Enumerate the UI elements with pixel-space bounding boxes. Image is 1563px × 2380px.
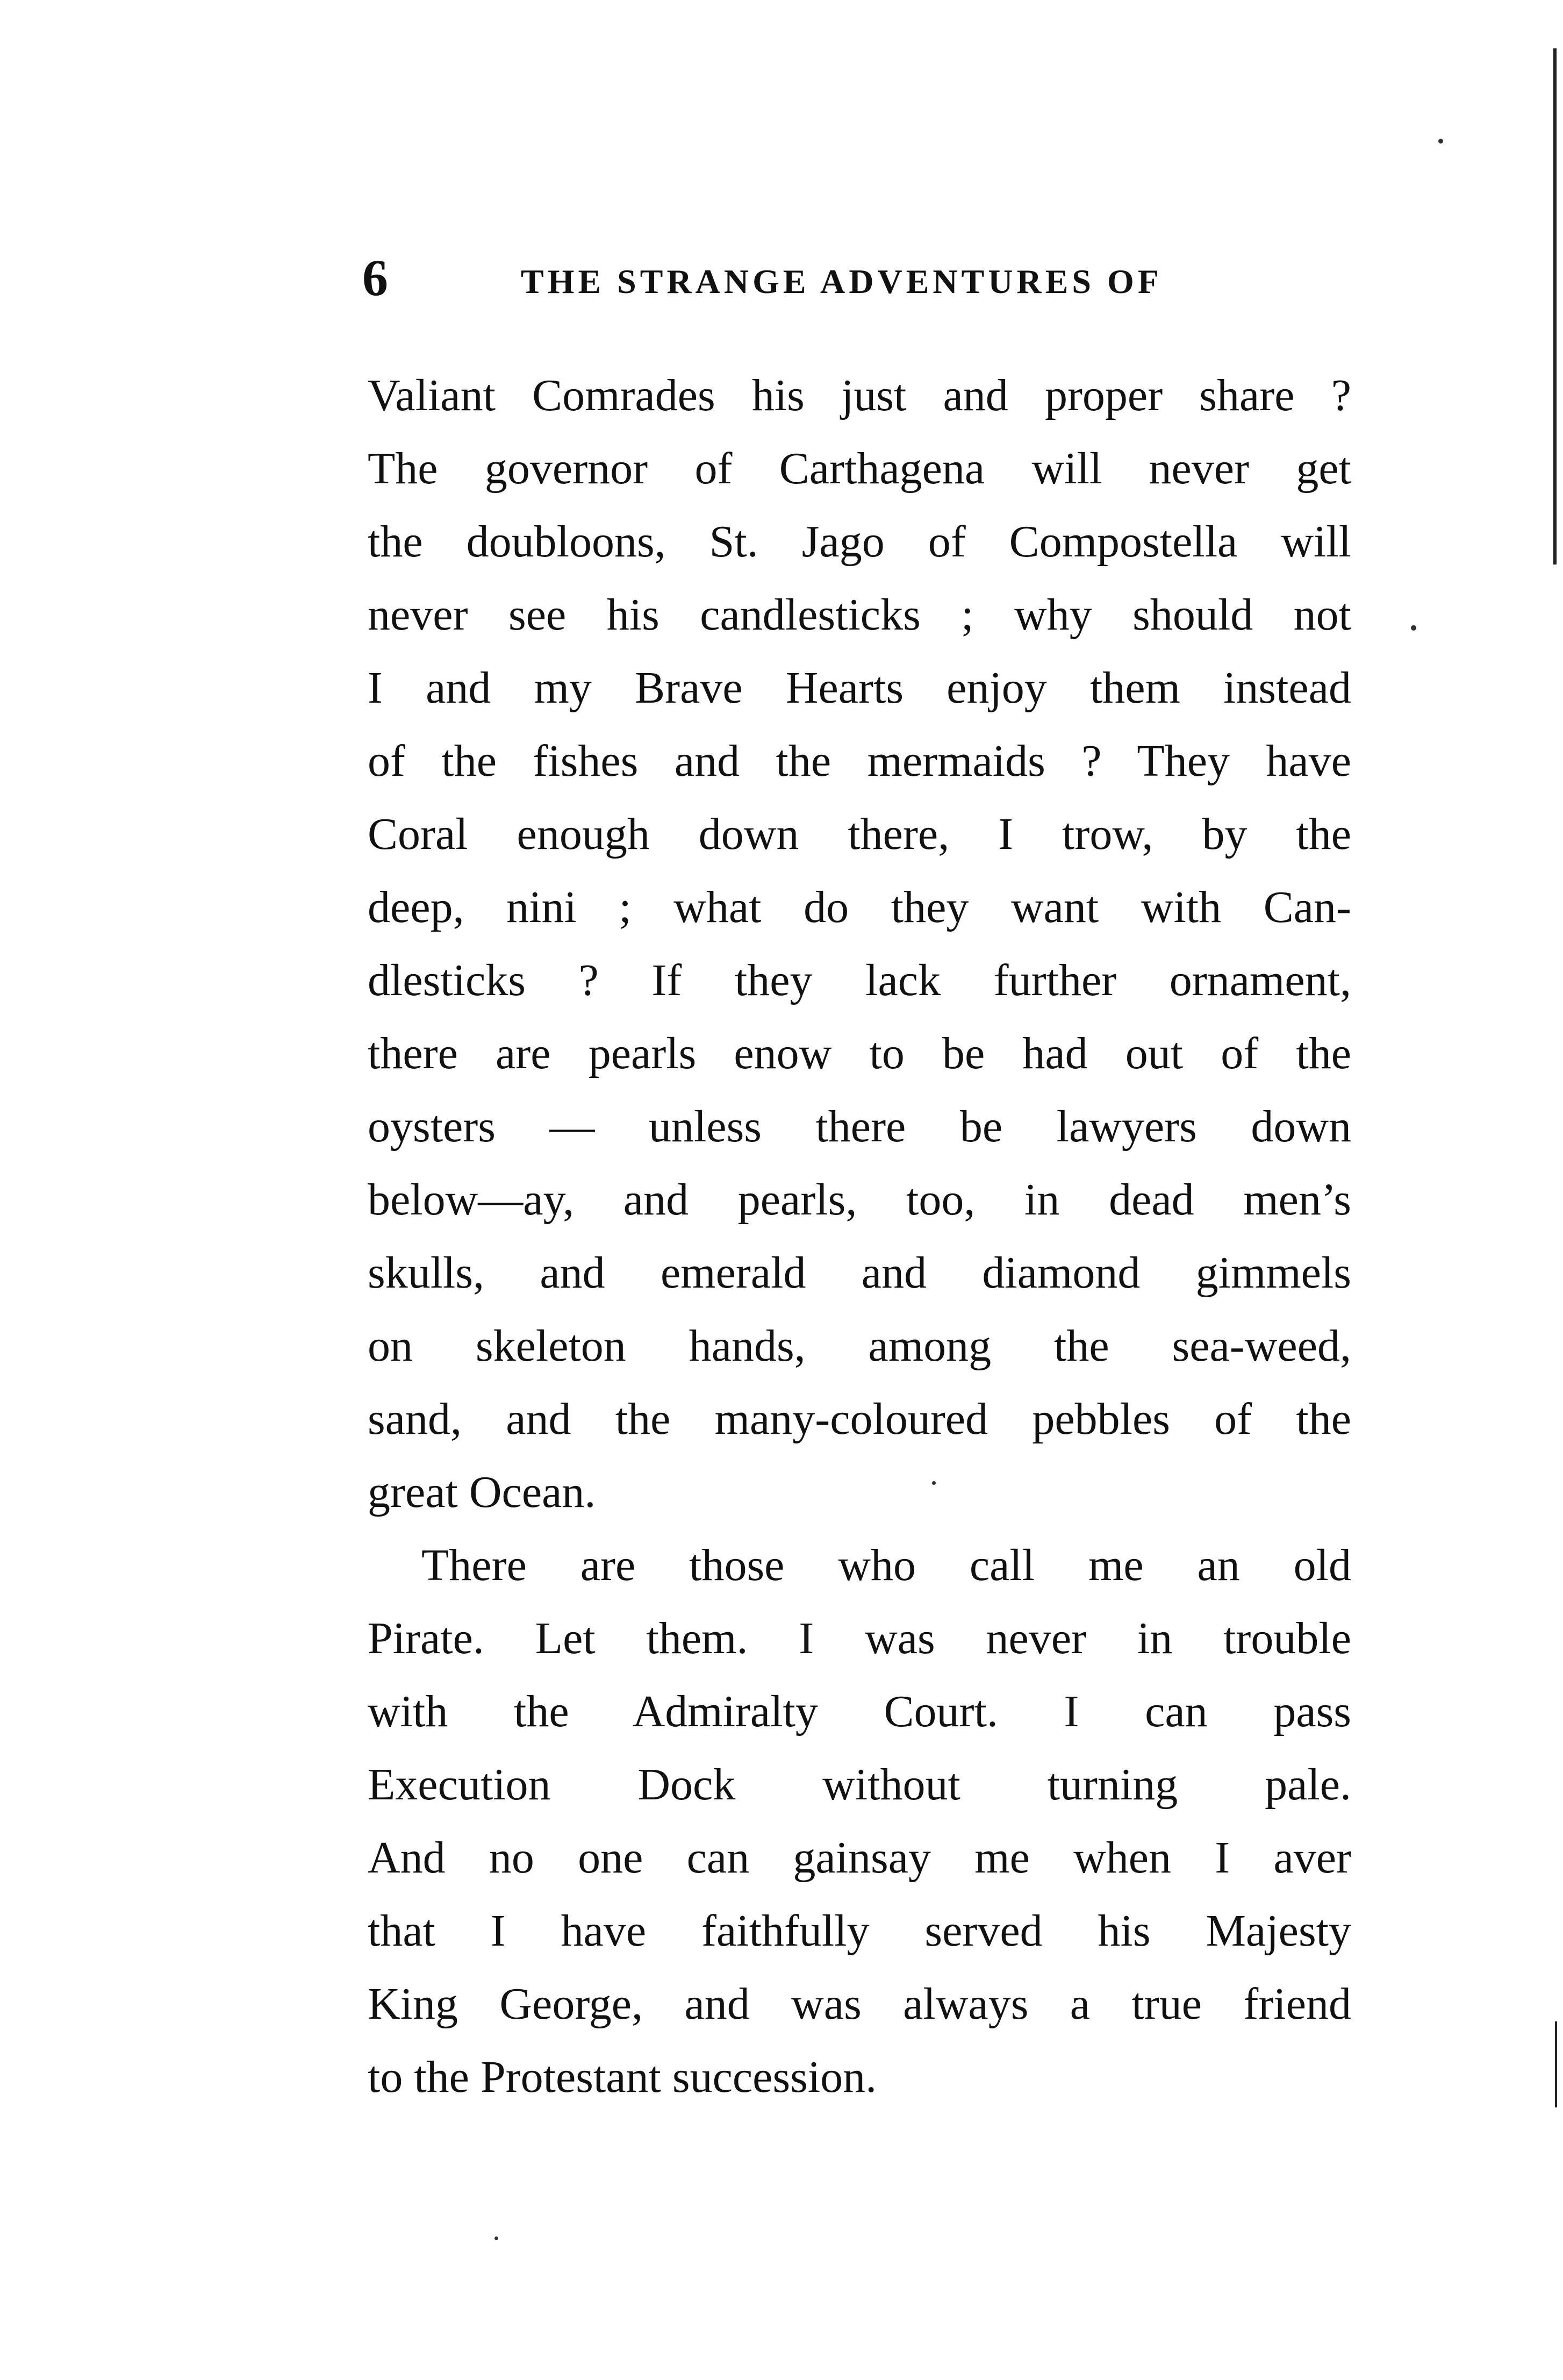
text-line: Execution Dock without turning pale. <box>368 1760 1351 1810</box>
text-line: deep, nini ; what do they want with Can- <box>368 882 1351 932</box>
text-line: below—ay, and pearls, too, in dead men’s <box>368 1175 1351 1225</box>
text-line: oysters — unless there be lawyers down <box>368 1102 1351 1152</box>
text-line: skulls, and emerald and diamond gimmels <box>368 1248 1351 1298</box>
text-line: that I have faithfully served his Majesty <box>368 1906 1351 1956</box>
text-line: to the Protestant succession. <box>368 2052 877 2102</box>
page-speck <box>1438 139 1443 144</box>
body-text <box>368 359 1351 2114</box>
text-line: dlesticks ? If they lack further ornament, <box>368 955 1351 1005</box>
text-line: never see his candlesticks ; why should not <box>368 590 1351 640</box>
text-line: Valiant Comrades his just and proper share ? <box>368 370 1351 420</box>
text-line: great Ocean. <box>368 1467 596 1517</box>
text-line: there are pearls enow to be had out of the <box>368 1028 1351 1078</box>
text-line: Coral enough down there, I trow, by the <box>368 809 1351 859</box>
page-edge-line-lower <box>1555 2021 1557 2107</box>
page-speck <box>494 2236 498 2240</box>
text-line: the doubloons, St. Jago of Compostella will <box>368 517 1351 567</box>
page-speck <box>1411 625 1416 631</box>
text-line: I and my Brave Hearts enjoy them instead <box>368 663 1351 713</box>
text-line: with the Admiralty Court. I can pass <box>368 1686 1351 1736</box>
page-header <box>362 248 1351 313</box>
text-line: King George, and was always a true friend <box>368 1979 1351 2029</box>
page-edge-line <box>1553 48 1557 564</box>
text-line: There are those who call me an old <box>421 1540 1351 1590</box>
text-line: The governor of Carthagena will never get <box>368 444 1351 494</box>
paragraph <box>368 359 1351 1529</box>
page-number: 6 <box>362 249 388 306</box>
text-line: on skeleton hands, among the sea-weed, <box>368 1321 1351 1371</box>
paragraph <box>368 1529 1351 2114</box>
text-line: Pirate. Let them. I was never in trouble <box>368 1613 1351 1663</box>
text-line: And no one can gainsay me when I aver <box>368 1833 1351 1883</box>
text-line: sand, and the many-coloured pebbles of the <box>368 1394 1351 1444</box>
running-title: THE STRANGE ADVENTURES OF <box>521 262 1163 301</box>
text-line: of the fishes and the mermaids ? They have <box>368 736 1351 786</box>
